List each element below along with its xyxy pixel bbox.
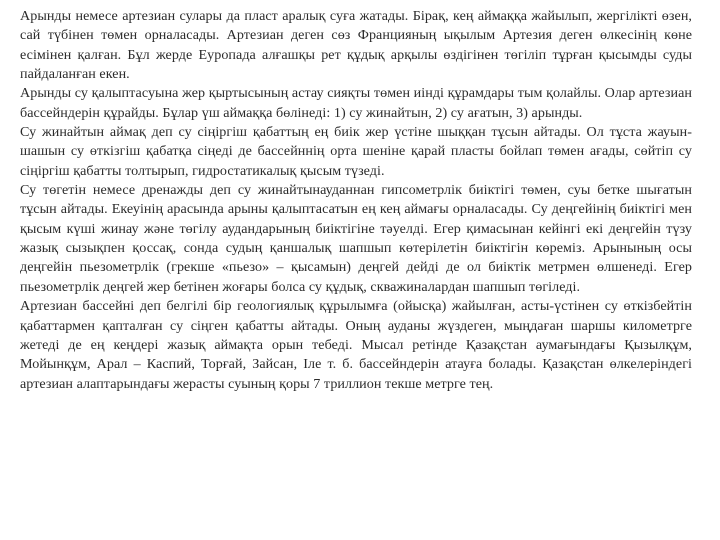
paragraph-artesian-intro: Арынды немесе артезиан сулары да пласт аралық суға жатады. Бірақ, кең аймаққа жайылып, жергілікті өзен, сай түбінен төмен орналасады. Артезиан деген сөз Францияның ықылым Артезия деген өлкесінің көне есімінен қалған. Бұл жерде Еуропада алғашқы рет құдық арқылы өздігінен төгіліп тұрған қысымды суды пайдаланған екен.	[20, 8, 692, 83]
paragraph-basin-zones: Арынды су қалыптасуына жер қыртысының астау сияқты төмен иінді құрамдары тым қолайлы. Олар артезиан бассейндерін құрайды. Бұлар үш аймаққа бөлінеді: 1) су жинайтын, 2) су ағатын, 3) арынды.	[20, 85, 692, 121]
paragraph-discharge-zone: Су төгетін немесе дренажды деп су жинайтынауданнан гипсометрлік биіктігі төмен, суы бетке шығатын тұсын айтады. Екеуінің арасында арыны қалыптасатын ең кең аймағы орналасады. Су деңгейінің биіктігі мен қысым күші жинау және төгілу аудандарының биіктігіне тәуелді. Егер қимасынан кейінгі екі деңгейін түзу жазық сызықпен қоссақ, сонда судың қаншалық шапшып көтерілетін биіктігін көреміз. Арынының осы деңгейін пьезометрлік (грекше «пьезо» – қысамын) деңгей дейді де ол биіктік метрмен өлшенеді. Егер пьезометрлік деңгей жер бетінен жоғары болса су құдық, скважиналардан шапшып төгіледі.	[20, 182, 692, 295]
paragraph-recharge-zone: Су жинайтын аймақ деп су сіңіргіш қабаттың ең биік жер үстіне шыққан тұсын айтады. Ол тұста жауын-шашын су өткізгіш қабатқа сіңеді де бассейннің орта шеніне қарай пласты бойлап төмен ағады, сөйтіп су сіңіргіш қабатты толтырып, гидростатикалық қысым түзеді.	[20, 124, 692, 179]
paragraph-artesian-basin-definition: Артезиан бассейні деп белгілі бір геологиялық құрылымға (ойысқа) жайылған, асты-үстінен су өткізбейтін қабаттармен қапталған су сіңген қабатты айтады. Оның ауданы жүздеген, мыңдаған шаршы километрге жетеді де ең кеңдері жазық аймақта орын тебеді. Мысал ретінде Қазақстан аумағындағы Қызылқұм, Мойынқұм, Арал – Каспий, Торғай, Зайсан, Іле т. б. бассейндерін атауға болады. Қазақстан өлкелеріндегі артезиан алаптарындағы жерасты суының қоры 7 триллион текше метрге тең.	[20, 298, 692, 392]
